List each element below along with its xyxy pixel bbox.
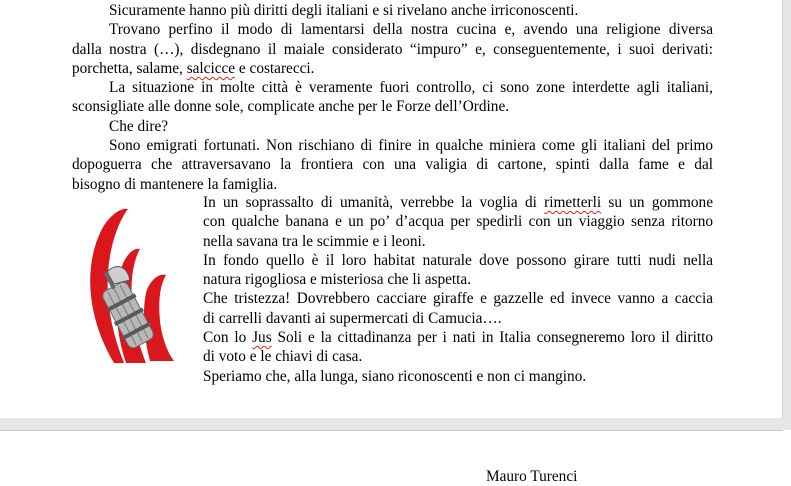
body-text-top [72,1,713,194]
text-fragment: porchetta, salame, [72,59,187,77]
text-line [203,328,713,347]
page-gap [0,418,791,430]
text-line: sconsigliate alle donne sole, complicate anche per le Forze dell’Ordine. [72,98,510,116]
text-fragment: Soli e la cittadinanza per i nati in Italia consegneremo loro il diritto [271,329,714,347]
text-line [72,59,713,78]
text-line: nella savana tra le scimmie e i leoni. [203,232,426,250]
text-line: bisogno di mantenere la famiglia. [72,175,278,193]
text-fragment: Con lo [203,329,253,347]
signature: Mauro Turenci [486,468,578,485]
red-m-fasces-emblem-icon [80,203,180,367]
text-fragment: In un soprassalto di umanità, verrebbe la voglia di [203,194,545,211]
spellcheck-word[interactable]: Jus [252,329,272,347]
text-line: Trovano perfino il modo di lamentarsi della nostra cucina e, avendo una religione diversa [109,21,713,39]
text-line: Speriamo che, alla lunga, siano riconoscenti e non ci mangino. [203,367,587,385]
text-line: Sono emigrati fortunati. Non rischiano di finire in qualche miniera come gli italiani del primo [109,137,713,155]
text-fragment: e costarecci. [235,59,315,77]
spellcheck-word[interactable]: rimetterli [544,194,602,211]
text-line: di voto e le chiavi di casa. [203,348,363,366]
text-line: con qualche banana e un po’ d’acqua per spedirli con un viaggio senza ritorno [203,213,713,231]
text-line: Che dire? [109,117,169,135]
spellcheck-word[interactable]: salcicce [186,59,236,77]
page-gap-right [783,0,791,430]
text-line [203,193,713,212]
document-page-2 [0,430,783,486]
text-line: natura rigogliosa e misteriosa che li aspetta. [203,271,472,289]
text-line: Che tristezza! Dovrebbero cacciare giraffe e gazzelle ed invece vanno a caccia [203,290,713,308]
text-line: dopoguerra che attraversavano la frontiera con una valigia di cartone, spinti dalla fame e dal [72,156,713,174]
text-line: di carrelli davanti ai supermercati di Camucia…. [203,309,502,327]
text-line: In fondo quello è il loro habitat naturale dove possono girare tutti nudi nella [203,251,713,269]
body-text-side [203,193,713,386]
text-line: dalla nostra (…), disdegnano il maiale considerato “impuro” e, conseguentemente, i suoi derivati: [72,40,713,58]
text-fragment: su un gommone [601,194,713,211]
text-line: Sicuramente hanno più diritti degli italiani e si rivelano anche irriconoscenti. [109,2,579,19]
text-line: La situazione in molte città è veramente fuori controllo, ci sono zone interdette agli italiani, [109,79,713,97]
